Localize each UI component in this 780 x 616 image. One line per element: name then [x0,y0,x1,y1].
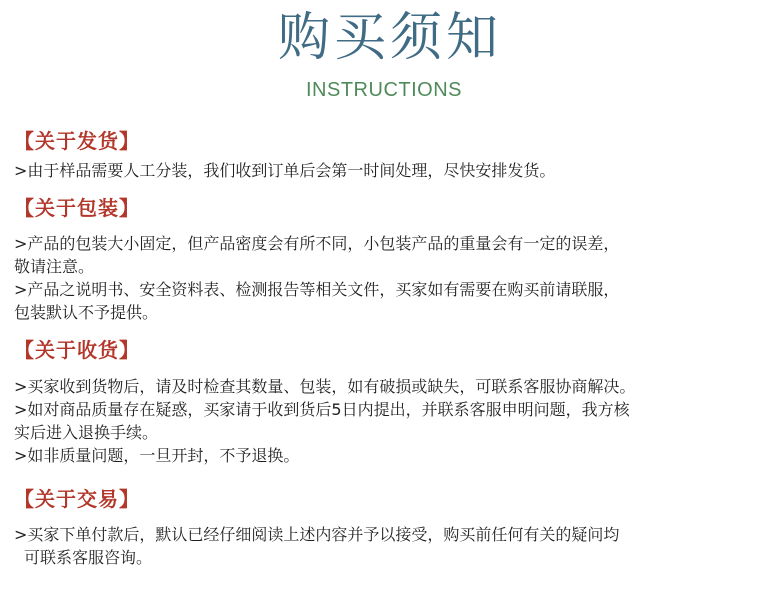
section-packaging [14,196,774,324]
packaging-line-3: >产品之说明书、安全资料表、检测报告等相关文件，买家如有需要在购买前请联服， [14,280,620,299]
section-heading-transaction: 【关于交易】 [14,487,140,511]
section-transaction [14,487,774,569]
page-header [0,0,780,110]
section-heading-packaging: 【关于包装】 [14,196,140,220]
page-title: 购买须知 [277,8,502,68]
packaging-line-4: 包装默认不予提供。 [14,303,159,322]
receiving-line-1: >买家收到货物后，请及时检查其数量、包装，如有破损或缺失，可联系客服协商解决。 [14,377,636,396]
page-subtitle: INSTRUCTIONS [306,79,462,101]
transaction-line-1: >买家下单付款后，默认已经仔细阅读上述内容并予以接受，购买前任何有关的疑问均 [14,525,620,544]
receiving-line-2: >如对商品质量存在疑惑，买家请于收到货后5日内提出，并联系客服申明问题，我方核 [14,400,630,419]
transaction-line-2: 可联系客服咨询。 [24,548,153,567]
packaging-line-2: 敬请注意。 [14,257,95,276]
section-heading-receiving: 【关于收货】 [14,338,140,362]
section-shipping [14,129,774,182]
section-heading-shipping: 【关于发货】 [14,129,140,153]
section-receiving [14,338,774,467]
receiving-line-3: 实后进入退换手续。 [14,423,159,442]
receiving-line-4: >如非质量问题，一旦开封，不予退换。 [14,446,300,465]
shipping-line-1: >由于样品需要人工分装，我们收到订单后会第一时间处理，尽快安排发货。 [14,161,556,180]
packaging-line-1: >产品的包装大小固定，但产品密度会有所不同，小包装产品的重量会有一定的误差， [14,234,620,253]
